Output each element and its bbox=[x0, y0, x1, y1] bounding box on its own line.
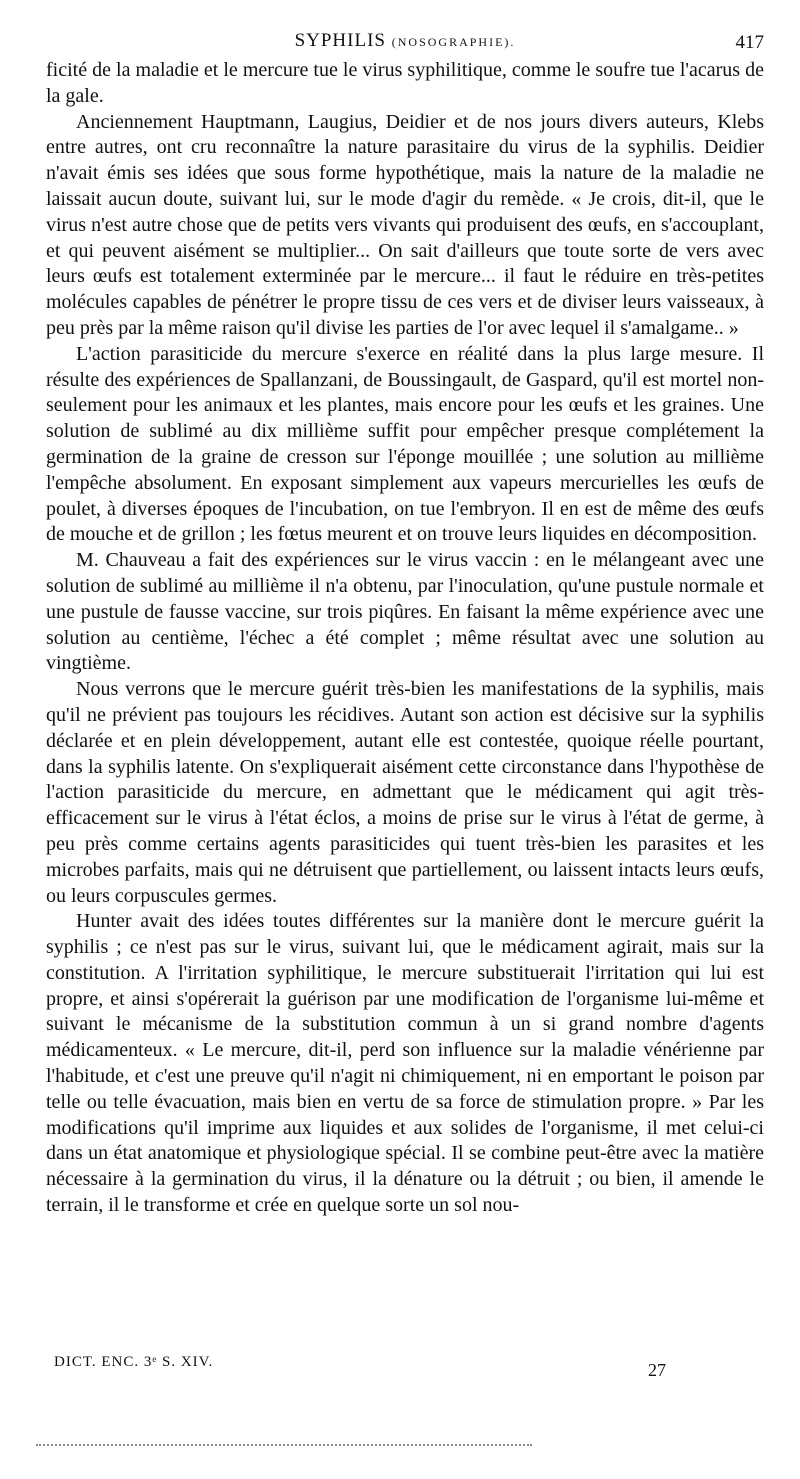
body-text bbox=[46, 58, 764, 1219]
paragraph-1: ficité de la maladie et le mercure tue le virus syphilitique, comme le soufre tue l'acarus de la gale. bbox=[46, 59, 764, 107]
paragraph-4: M. Chauveau a fait des expériences sur le virus vaccin : en le mélangeant avec une solution de sublimé au millième il n'a obtenu, par l'inoculation, qu'une pustule normale et une pustule de fausse vaccine, sur trois piqûres. En faisant la même expérience avec une solution au centième, l'échec a été complet ; même résultat avec une solution au vingtième. bbox=[46, 549, 764, 675]
signature-mark: DICT. ENC. 3ᵉ S. XIV. bbox=[54, 1354, 214, 1370]
bottom-dotted-rule bbox=[36, 1444, 532, 1446]
paragraph-2: Anciennement Hauptmann, Laugius, Deidier et de nos jours divers auteurs, Klebs entre autres, ont cru reconnaître la nature parasitaire du virus de la syphilis. Deidier n'avait émis ses idées que sous forme hypothétique, mais la nature de la maladie ne laissait aucun doute, suivant lui, sur le mode d'agir du remède. « Je crois, dit-il, que le virus n'est autre chose que de petits vers vivants qui produisent des œufs, en s'accouplant, et qui peuvent aisément se multiplier... On sait d'ailleurs que toute sorte de vers avec leurs œufs est totalement exterminée par le mercure... il faut le réduire en très-petites molécules capables de pénétrer le propre tissu de ces vers et de diviser leurs vaisseaux, à peu près par la même raison qu'il divise les parties de l'or avec lequel il s'amalgame.. » bbox=[46, 110, 764, 339]
header-subtitle: (NOSOGRAPHIE). bbox=[391, 35, 516, 49]
paragraph-6: Hunter avait des idées toutes différentes sur la manière dont le mercure guérit la syphilis ; ce n'est pas sur le virus, suivant lui, que le médicament agirait, mais sur la constitution. A l'irritation syphilitique, le mercure substituerait l'irritation qui lui est propre, et ainsi s'opérerait la guérison par une modification de l'organisme lui-même et suivant le mécanisme de la substitution commun à un si grand nombre d'agents médicamenteux. « Le mercure, dit-il, perd son influence sur la maladie vénérienne par l'habitude, et c'est une preuve qu'il n'agit ni chimiquement, ni en emportant le poison par telle ou telle évacuation, mais bien en vertu de sa force de stimulation propre. » Par les modifications qu'il imprime aux liquides et aux solides de l'organisme, il met celui-ci dans un état anatomique et physiologique spécial. Il se combine peut-être avec la matière nécessaire à la germination du virus, il la dénature ou la détruit ; ou bien, il amende le terrain, il le transforme et crée en quelque sorte un sol nou- bbox=[46, 910, 764, 1217]
page-content bbox=[46, 30, 764, 1219]
header-title-text: SYPHILIS bbox=[294, 30, 386, 51]
paragraph-5: Nous verrons que le mercure guérit très-bien les manifestations de la syphilis, mais qu'il ne prévient pas toujours les récidives. Autant son action est décisive sur la syphilis déclarée et en plein développement, autant elle est contestée, quoique réelle pourtant, dans la syphilis latente. On s'expliquerait aisément cette circonstance dans l'hypothèse de l'action parasiticide du mercure, en admettant que le médicament qui agit très-efficacement sur le virus à l'état éclos, a moins de prise sur le virus à l'état de germe, à peu près comme certains agents parasiticides qui tuent très-bien les parasites et les microbes parfaits, mais qui ne détruisent que partiellement, ou laissent intacts leurs œufs, ou leurs corpuscules germes. bbox=[46, 678, 764, 907]
sheet-number: 27 bbox=[648, 1360, 666, 1380]
running-header bbox=[46, 30, 764, 58]
paragraph-3: L'action parasiticide du mercure s'exerce en réalité dans la plus large mesure. Il résulte des expériences de Spallanzani, de Boussingault, de Gaspard, qu'il est mortel non-seulement pour les animaux et les plantes, mais encore pour les œufs et les graines. Une solution de sublimé au dix millième suffit pour empêcher presque complétement la germination de la graine de cresson sur l'éponge mouillée ; une solution au millième l'empêche absolument. En exposant simplement aux vapeurs mercurielles les œufs de poulet, à diverses époques de l'incubation, on tue l'embryon. Il en est de même des œufs de mouche et de grillon ; les fœtus meurent et on trouve leurs liquides en décomposition. bbox=[46, 342, 764, 546]
page-number: 417 bbox=[735, 32, 764, 53]
header-title bbox=[295, 30, 516, 52]
